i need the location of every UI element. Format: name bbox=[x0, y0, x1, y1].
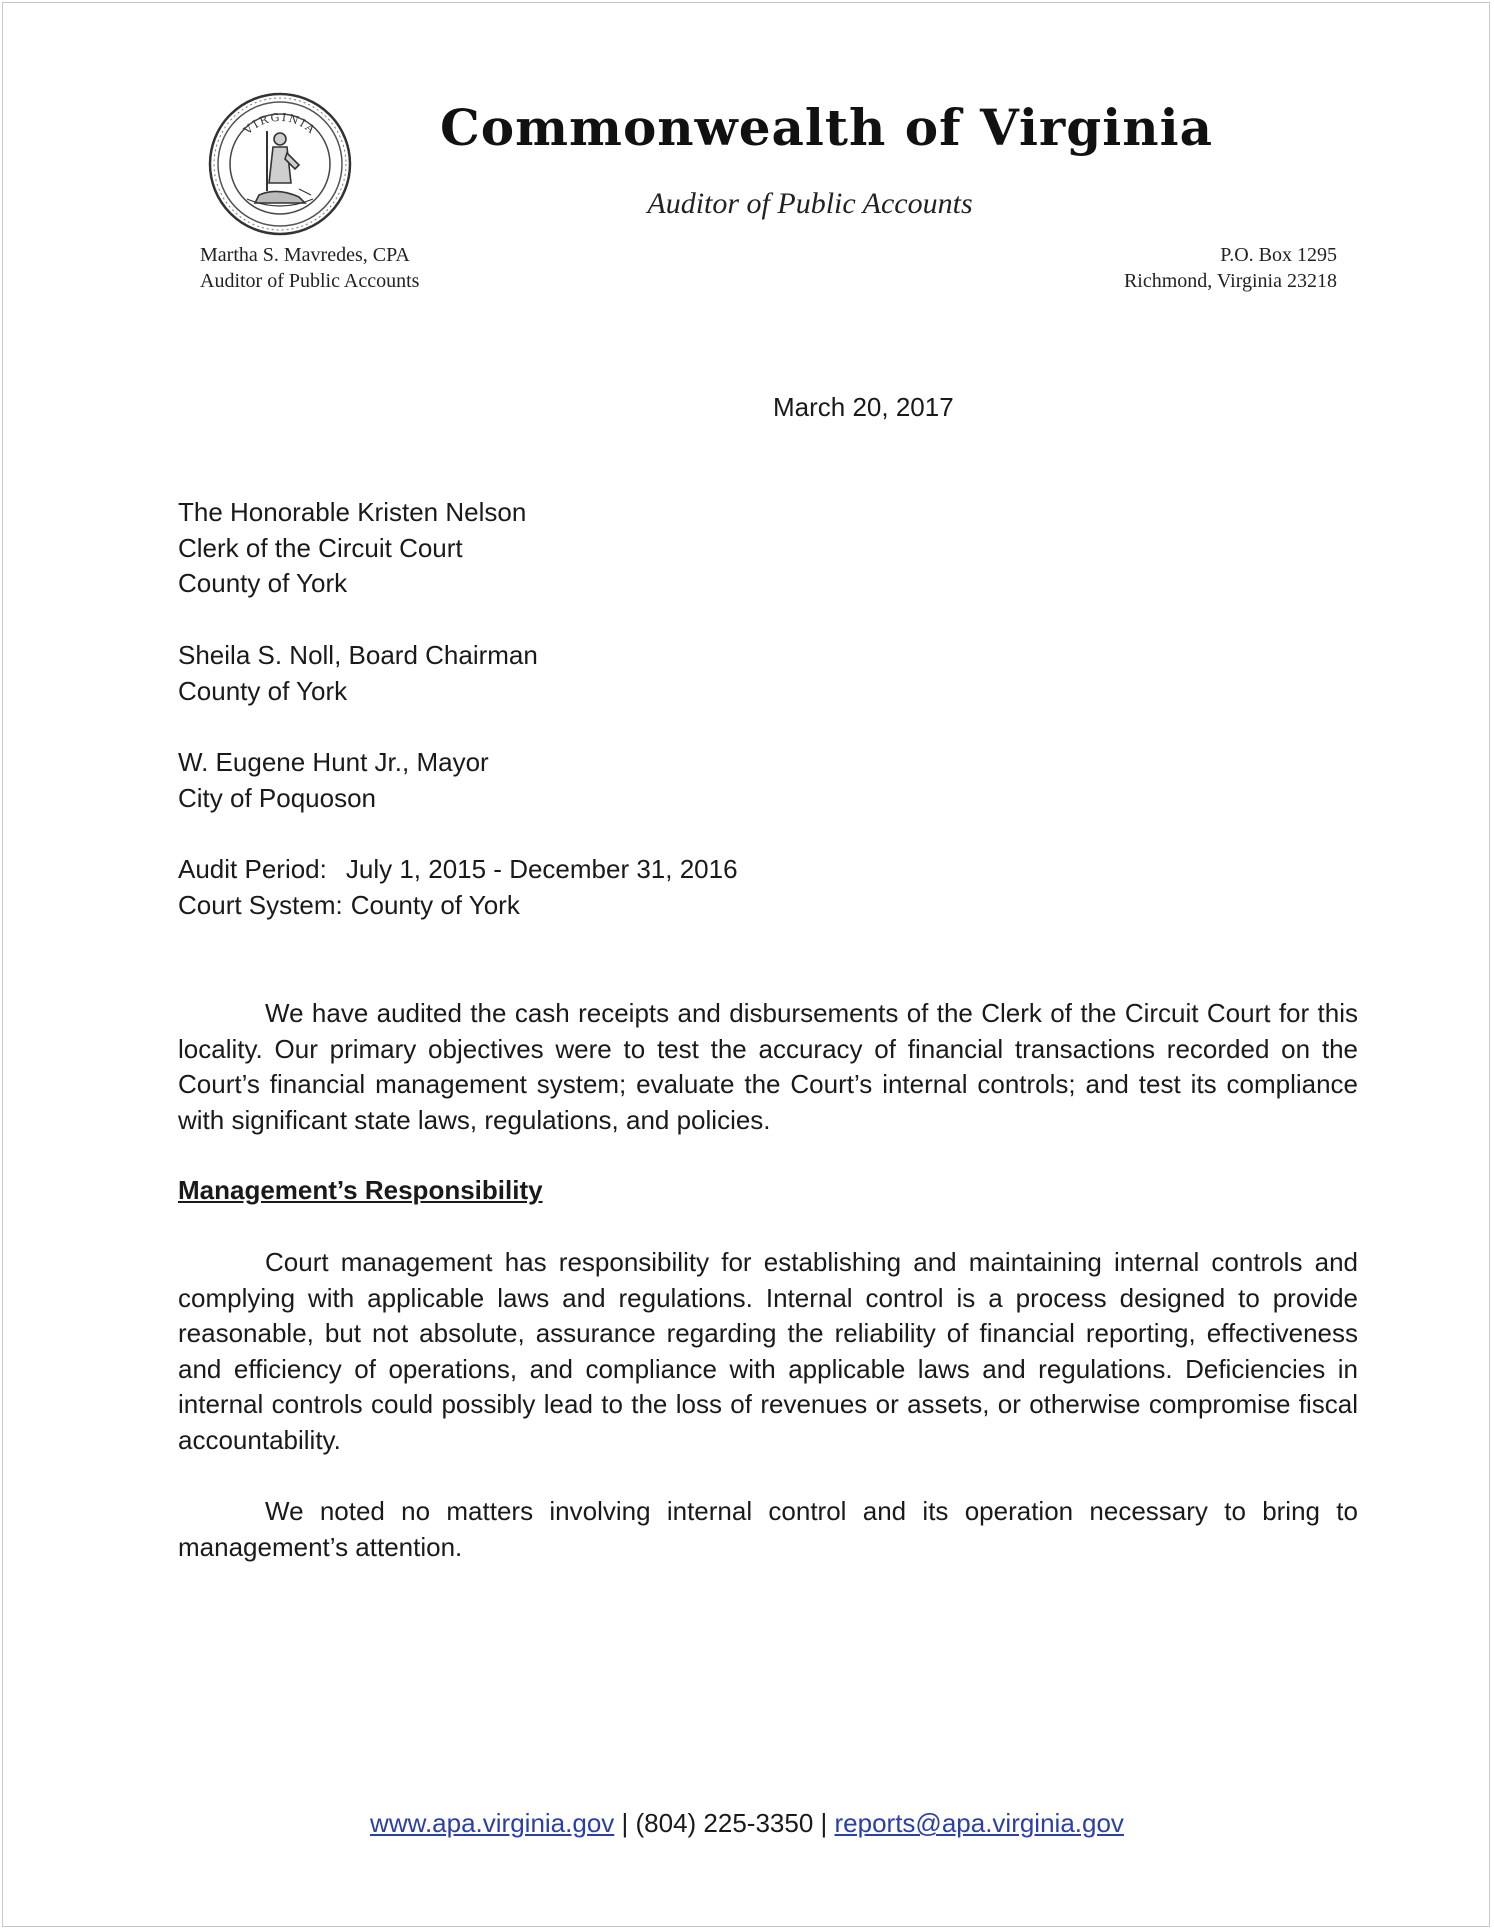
recipient-line: The Honorable Kristen Nelson bbox=[178, 497, 527, 527]
court-system-label: Court System: bbox=[178, 889, 343, 920]
conclusion-paragraph: We noted no matters involving internal control and its operation necessary to bring to management’s attention. bbox=[178, 1496, 1358, 1562]
audit-period-row bbox=[178, 852, 738, 888]
recipient-line: County of York bbox=[178, 675, 348, 706]
mailing-address-block bbox=[1124, 242, 1337, 294]
letterhead-title: Commonwealth of Virginia bbox=[440, 98, 1213, 157]
intro-paragraph: We have audited the cash receipts and disbursements of the Clerk of the Circuit Court for this locality. Our primary objectives were to test the accuracy of financial transactions recorded on the Court’s financial management system; evaluate the Court’s internal controls; and test its compliance with significant state laws, regulations, and policies. bbox=[178, 998, 1358, 1135]
court-system-row bbox=[178, 888, 738, 924]
footer-separator: | bbox=[614, 1808, 636, 1838]
audit-period-label: Audit Period: bbox=[178, 854, 327, 884]
auditor-name: Martha S. Mavredes, CPA bbox=[200, 244, 410, 266]
section-heading: Management’s Responsibility bbox=[178, 1175, 543, 1205]
website-link[interactable]: www.apa.virginia.gov bbox=[370, 1808, 615, 1838]
court-system-value: County of York bbox=[350, 889, 520, 920]
auditor-title: Auditor of Public Accounts bbox=[200, 270, 420, 292]
letter-date: March 20, 2017 bbox=[773, 392, 954, 422]
recipient-block bbox=[178, 745, 489, 816]
recipient-block bbox=[178, 638, 538, 709]
virginia-seal-icon bbox=[207, 91, 353, 237]
email-link[interactable]: reports@apa.virginia.gov bbox=[834, 1808, 1124, 1838]
recipient-line: County of York bbox=[178, 568, 348, 599]
po-box: P.O. Box 1295 bbox=[1220, 244, 1337, 266]
letterhead-subtitle: Auditor of Public Accounts bbox=[647, 187, 973, 220]
recipient-line: Sheila S. Noll, Board Chairman bbox=[178, 640, 538, 670]
city-state-zip: Richmond, Virginia 23218 bbox=[1123, 270, 1337, 292]
phone-number: (804) 225-3350 bbox=[635, 1808, 814, 1838]
recipient-line: City of Poquoson bbox=[178, 782, 377, 813]
audit-info-block bbox=[178, 852, 738, 923]
responsibility-paragraph: Court management has responsibility for establishing and maintaining internal controls and complying with applicable laws and regulations. Internal control is a process designed to provide reasonable, but not absolute, assurance regarding the reliability of financial reporting, effectiveness and efficiency of operations, and compliance with applicable laws and regulations. Deficiencies in internal controls could possibly lead to the loss of revenues or assets, or otherwise compromise fiscal accountability. bbox=[178, 1247, 1358, 1455]
recipient-line: Clerk of the Circuit Court bbox=[178, 532, 463, 563]
audit-period-value: July 1, 2015 - December 31, 2016 bbox=[345, 854, 738, 884]
auditor-name-block bbox=[200, 242, 419, 294]
recipient-line: W. Eugene Hunt Jr., Mayor bbox=[178, 747, 489, 777]
svg-text:VIRGINIA: VIRGINIA bbox=[241, 110, 319, 138]
footer-separator: | bbox=[813, 1808, 835, 1838]
footer bbox=[0, 1806, 1494, 1842]
recipient-block bbox=[178, 495, 526, 602]
